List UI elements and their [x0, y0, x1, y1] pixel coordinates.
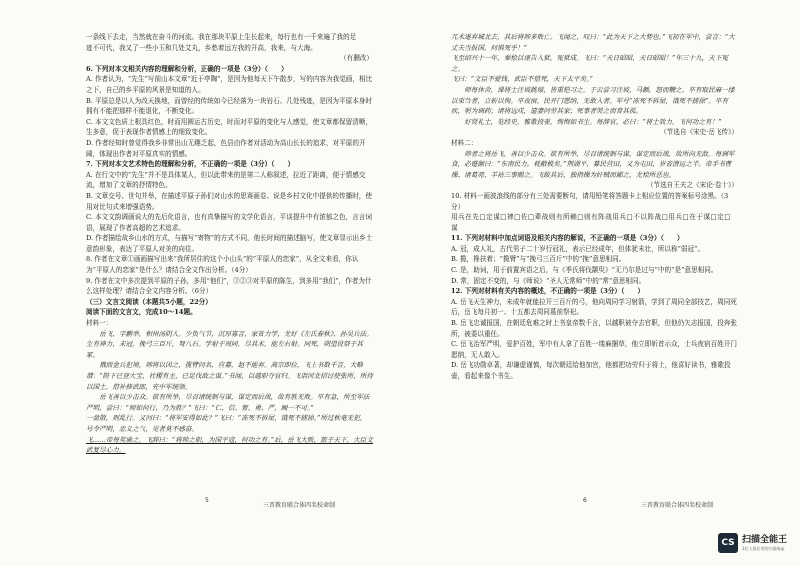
- right-column: [451, 32, 738, 382]
- paragraph: 12. 下列对材料有关内容的概述，不正确的一项是（3分）（ ）: [451, 287, 645, 296]
- watermark-name: 扫描全能王: [742, 534, 788, 545]
- paragraph: 10. 材料一画波浪线的部分有三处需要断句，请用铅笔将答题卡上相应位置的答案标号涂黑。（3分）: [451, 191, 729, 211]
- paragraph: 8. 作者在文章①画画描写出来“我所居住的这个小山头”的“平原人的恋家”，从全文来看，你认为“平原人的恋家”是什么？请结合全文作出分析。（4分）: [86, 255, 359, 275]
- paragraph: 阅读下面的文言文，完成10～14题。: [86, 308, 197, 317]
- paragraph: C. 本文文色质上根具红色，时而用圆运古历史，时而对平原的变化与人感觉，使文章都保留清晰，生多意，促于表现作者情感上的细致变化。: [86, 117, 372, 137]
- left-column: [86, 32, 373, 456]
- paragraph: C. 是，助词，用于前置宾语之后，与《季氏将伐颛臾》“无乃尔是过与”中的“是”意思相同。: [451, 266, 718, 275]
- paragraph: （有删改）: [340, 54, 373, 63]
- paragraph: 一盘散，则乱行。又问曰：“将军安得如此？”飞曰：“冻死不拆屋，饿死不掳掠。”所过秋毫无犯，号令严明，忠义之气，见者莫不感奋。: [86, 414, 367, 433]
- left-page-number: 5: [205, 497, 209, 504]
- paragraph: D. 常，固定不变的，与《师说》“圣人无常师”中的“常”意思相同。: [451, 276, 646, 285]
- paragraph: （节选自王夫之《宋论·卷十》）: [646, 181, 738, 190]
- left-footer-org: 三晋教育联合体四名校命制: [263, 502, 336, 509]
- paragraph: D. 作者经知时曾觉得我乡非常出山无趣乏起，色县由作者对活动为高山长长的追求，对平原的开阔，体现出作者对平原真实的情感。: [86, 138, 366, 158]
- paragraph: C. 本文文韵调画说大的先后化语言，也有真挚描写的文学化语言，平谈提升中有浓郁之色，言言词语，展现了作者高超的艺术追求。: [86, 213, 372, 232]
- paragraph: D. 作者描绘故乡山水的方式，与描写“寄物”的方式不同，他长时间的描述脑写，使文章显示出乡土意韵形象，表达了平原人对美的向往。: [86, 234, 373, 253]
- paragraph: 师每休舍，课将士注坡跳壕，皆重铠习之。子云尝习注坡，马踬，怒而鞭之。卒有取民麻一缕以束刍者，立斩以徇。卒夜宿，民开门愿纳，无敢入者。军号“冻死不拆屋，饿死不掳掠”。卒有疾，躬为调药；诸将远戍，遣妻问劳其家；死事者哭之而育其孤。: [451, 85, 735, 116]
- paragraph: （节选自《宋史·岳飞传》）: [660, 128, 738, 137]
- paragraph: 材料一：: [86, 319, 113, 328]
- watermark-subtitle: 3亿人都在用的扫描App: [742, 545, 785, 551]
- paragraph: 7. 下列对本文艺术特色的理解和分析，不正确的一项是（3分）（ ）: [86, 160, 295, 169]
- paragraph: 6. 下列对本文相关内容的理解和分析，正确的一项是（3分）（ ）: [86, 64, 288, 73]
- paragraph: C. 岳飞治军严明，爱护百姓，军中有人拿了百姓一缕麻捆草，他立即斩首示众，士兵夜宿百姓开门愿纳，无人敢入。: [451, 340, 737, 359]
- paragraph: （三）文言文阅读（本题共5小题，22分）: [86, 297, 212, 306]
- paragraph: A. 作者认为，“先生”写前山本文章“近于亭陶”，是因为他每天下午散步，写的内容为我觉画，相比之下，自己的乡平原的风景是知道的人。: [86, 75, 373, 94]
- paragraph: 飞至绍兴十一年，秦桧以诬告入狱，冤狱成。飞曰：“天日昭昭，天日昭昭！”年三十九，天下冤之。: [451, 54, 729, 73]
- camscanner-watermark: [718, 530, 796, 556]
- paragraph: 迹不可代，我又了一些小玉和几处艾丸，乡愁着远方我的开高，我来，与大海。: [86, 43, 317, 52]
- paragraph: 飞……帝每奖谕之，飞辞曰：“将帅之职，为国平寇，何功之有。”后，岳飞大败，旅于天下，大臣文武复尽心力。: [86, 435, 373, 455]
- paragraph: B. 揽，搀扶着；“揽臂”与“挽弓三百斤”中的“挽”意思相同。: [451, 255, 626, 264]
- paragraph: 兀术遂弃城北去，其后将帅多败亡。飞闻之，叹曰：“此为天下之大势也。”飞初在军中，尝言：“大丈夫当报国，何惧死乎！”: [451, 33, 735, 52]
- camscanner-logo-icon: CS: [718, 533, 738, 553]
- paragraph: 岳飞善以少击众。欲有所举，尽召诸统制与谋，谋定而后战，故有胜无败。卒有急，所至军法严明，尝曰：“师如何行，乃为胜？”飞曰：“仁、信、智、勇、严，阙一不可。”: [86, 393, 370, 412]
- right-page-number: 6: [583, 497, 587, 504]
- paragraph: 材料二：: [451, 138, 478, 147]
- paragraph: B. 平原总是以人为改天换地，而曾经的传统如今已经落为一块岩石、几处残迹，是因为平原本身时拥有不能把那样不能退化，不断变化。: [86, 96, 372, 116]
- paragraph: D. 岳飞功勋卓著，却谦虚谨慎，每次朝廷给他加官，他都把功劳归于将士，他喜好读书，雅歌投壶，看起来像个书生。: [451, 361, 731, 380]
- paragraph: 用兵在先□定谋□裨□佐□辈战则有所赖□则有阵战用兵□不以阵战□用兵□在于谋□定□谋: [451, 213, 732, 232]
- paragraph: 俄而金兵犯境，帅将以因之，揽臂问名，应募，赵不能弃。高宗即位，飞上书数千言，大略谓：“陛下已登大宝，社稷有主，已足伐敌之谋。”书闻，以越职夺官归。飞诣河北招讨使张所，所待以国士，借补修武郎，充中军统领。: [86, 361, 373, 391]
- paragraph: 11. 下列对材料中加点词语及相关内容的解说，不正确的一项是（3分）（ ）: [451, 234, 684, 243]
- paragraph: B. 文章交号、世句并举，在描述平原子孙们对山水的思赛画卷、说是乡村文化中提供的传播时，使用对比句式来增强语势。: [86, 191, 372, 211]
- paragraph: 9. 作者在文中多次提到平原的子孙，多用“他们”，③②③对平原的陈生，到多用“我们”，作者为什么这样处理？请结合全文内容分析。（6分）: [86, 276, 372, 296]
- paragraph: 一条线下去走，当然就在奋斗的河流。我在那块平原上生长起来，每行也有一千来遍了我的足: [86, 33, 357, 41]
- paragraph: 帅者之将岳飞，善以少击众。欲有所举，尽召诸统制与谋，谋定而后战，故所向无敌。每调军食，必蹙额曰：“东南民力，耗敝极矣。”荆湖平，募民营田，又为屯田，岁省漕运之半。帝手书曹操、诸葛亮、羊祜三事赐之。飞跋其后，独指操为奸贼而鄙之，尤桧所恶也。: [451, 149, 735, 179]
- paragraph: 飞曰：“文臣不爱钱，武臣不惜死，天下太平矣。”: [451, 75, 593, 84]
- paragraph: 岳飞，字鹏举，相州汤阴人。少负气节，沉厚寡言，家贫力学，尤好《左氏春秋》、孙吴兵法。生有神力，未冠，挽弓三百斤，弩八石。学射于周同，尽其术，能左右射。同死，朔望设祭于其冢。: [86, 329, 373, 359]
- paragraph: A. 岳飞天生神力，未成年就能拉开三百斤的弓，他向周同学习射箭，学到了周同全部技艺，周同死后，岳飞每月初一、十五都去周同墓前祭祀。: [451, 297, 737, 317]
- paragraph: A. 冠，成人礼，古代男子二十岁行冠礼，表示已经成年，但体犹未壮，所以称“弱冠”。: [451, 244, 705, 253]
- paragraph: B. 岳飞忠诚报国，在朝廷危难之时上书皇帝数千言，以越职被夺去官职，但他仍矢志报国，投奔张所，被委以重任。: [451, 319, 737, 338]
- paragraph: A. 在行文中的“先生”并不是具体某人，但以此带来的是第二人称叙述，拉近了距离，便于情感交流，增加了文章的抒情特色。: [86, 170, 366, 190]
- right-footer-org: 三晋教育联合体四名校命制: [641, 502, 714, 509]
- paragraph: 好贤礼士，览经史，雅歌投壶，恂恂如书生。每辞官，必曰：“将士效力，飞何功之有！”: [464, 117, 722, 126]
